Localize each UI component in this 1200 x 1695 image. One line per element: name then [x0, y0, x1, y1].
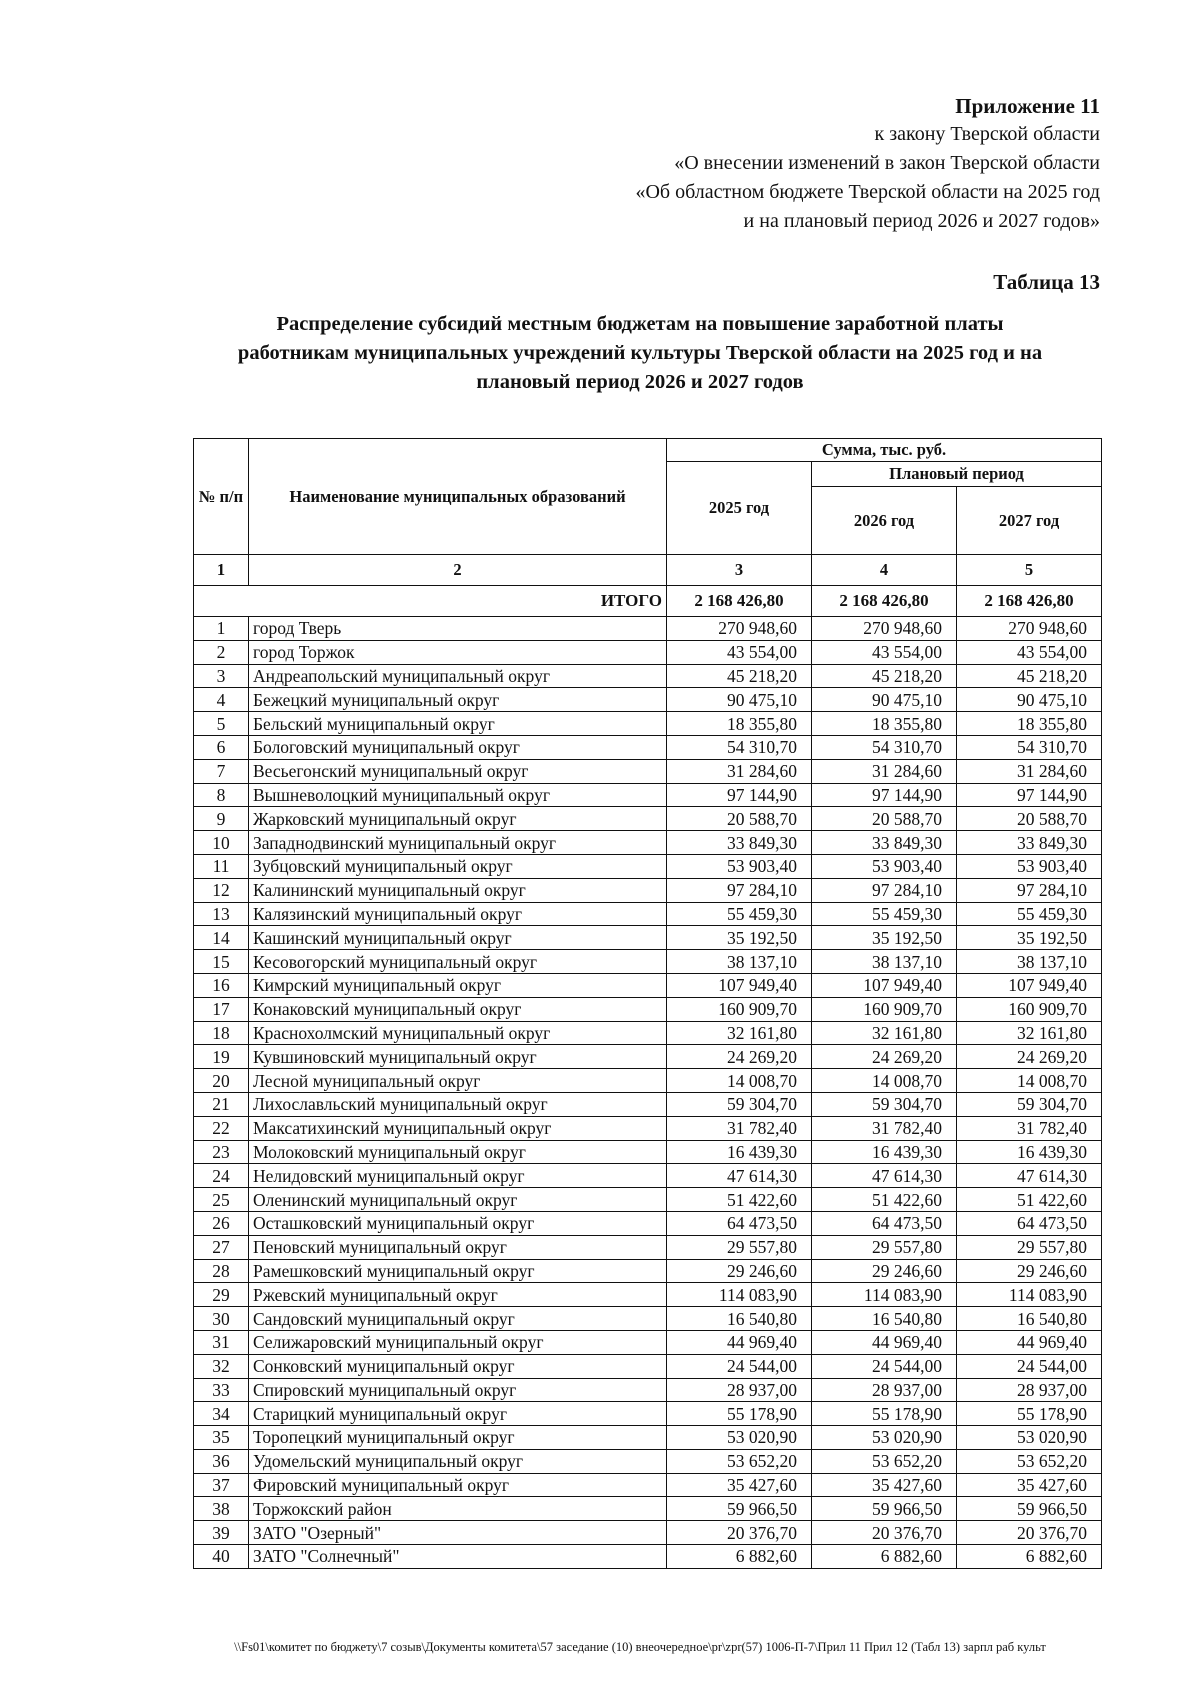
row-number: 9	[194, 807, 249, 831]
row-number: 6	[194, 735, 249, 759]
table-row	[194, 973, 1102, 997]
municipality-name: Осташковский муниципальный округ	[249, 1211, 667, 1235]
amount-2027: 97 144,90	[957, 783, 1102, 807]
title-line: плановый период 2026 и 2027 годов	[476, 371, 804, 393]
table-row	[194, 759, 1102, 783]
row-number: 37	[194, 1473, 249, 1497]
municipality-name: Сонковский муниципальный округ	[249, 1354, 667, 1378]
row-number: 33	[194, 1378, 249, 1402]
amount-2027: 114 083,90	[957, 1283, 1102, 1307]
amount-2026: 160 909,70	[812, 997, 957, 1021]
row-number: 7	[194, 759, 249, 783]
header-name: Наименование муниципальных образований	[249, 439, 667, 555]
table-row	[194, 1283, 1102, 1307]
amount-2026: 270 948,60	[812, 617, 957, 641]
table-row	[194, 640, 1102, 664]
amount-2026: 45 218,20	[812, 664, 957, 688]
table-row	[194, 831, 1102, 855]
total-row	[194, 586, 1102, 617]
row-number: 40	[194, 1545, 249, 1569]
title-line: работникам муниципальных учреждений культуры Тверской области на 2025 год и на	[237, 342, 1043, 364]
amount-2025: 53 903,40	[667, 854, 812, 878]
amount-2025: 16 540,80	[667, 1307, 812, 1331]
amount-2027: 53 652,20	[957, 1449, 1102, 1473]
amount-2025: 44 969,40	[667, 1330, 812, 1354]
column-number: 3	[667, 555, 812, 586]
row-number: 36	[194, 1449, 249, 1473]
table-row	[194, 807, 1102, 831]
amount-2026: 20 376,70	[812, 1521, 957, 1545]
municipality-name: город Торжок	[249, 640, 667, 664]
amount-2027: 55 459,30	[957, 902, 1102, 926]
appendix-title: Приложение 11	[955, 94, 1100, 118]
table-row	[194, 1021, 1102, 1045]
title-line: Распределение субсидий местным бюджетам на повышение заработной платы	[276, 313, 1004, 335]
amount-2026: 29 246,60	[812, 1259, 957, 1283]
amount-2025: 18 355,80	[667, 712, 812, 736]
amount-2025: 107 949,40	[667, 973, 812, 997]
amount-2025: 59 966,50	[667, 1497, 812, 1521]
amount-2025: 33 849,30	[667, 831, 812, 855]
column-number: 4	[812, 555, 957, 586]
row-number: 19	[194, 1045, 249, 1069]
row-number: 34	[194, 1402, 249, 1426]
row-number: 23	[194, 1140, 249, 1164]
amount-2027: 24 544,00	[957, 1354, 1102, 1378]
table-row	[194, 1402, 1102, 1426]
row-number: 39	[194, 1521, 249, 1545]
row-number: 8	[194, 783, 249, 807]
row-number: 2	[194, 640, 249, 664]
municipality-name: ЗАТО "Солнечный"	[249, 1545, 667, 1569]
municipality-name: Спировский муниципальный округ	[249, 1378, 667, 1402]
column-number: 1	[194, 555, 249, 586]
amount-2026: 32 161,80	[812, 1021, 957, 1045]
municipality-name: Бельский муниципальный округ	[249, 712, 667, 736]
row-number: 17	[194, 997, 249, 1021]
amount-2026: 43 554,00	[812, 640, 957, 664]
row-number: 30	[194, 1307, 249, 1331]
municipality-name: Жарковский муниципальный округ	[249, 807, 667, 831]
municipality-name: Конаковский муниципальный округ	[249, 997, 667, 1021]
amount-2027: 6 882,60	[957, 1545, 1102, 1569]
amount-2027: 44 969,40	[957, 1330, 1102, 1354]
row-number: 5	[194, 712, 249, 736]
amount-2025: 43 554,00	[667, 640, 812, 664]
amount-2027: 59 304,70	[957, 1092, 1102, 1116]
amount-2026: 29 557,80	[812, 1235, 957, 1259]
table-row	[194, 1426, 1102, 1450]
amount-2027: 31 782,40	[957, 1116, 1102, 1140]
municipality-name: Рамешковский муниципальный округ	[249, 1259, 667, 1283]
amount-2025: 38 137,10	[667, 950, 812, 974]
row-number: 12	[194, 878, 249, 902]
row-number: 26	[194, 1211, 249, 1235]
amount-2027: 29 246,60	[957, 1259, 1102, 1283]
table-row	[194, 1188, 1102, 1212]
amount-2025: 6 882,60	[667, 1545, 812, 1569]
table-row	[194, 735, 1102, 759]
amount-2025: 64 473,50	[667, 1211, 812, 1235]
amount-2027: 45 218,20	[957, 664, 1102, 688]
column-number: 5	[957, 555, 1102, 586]
table-row	[194, 878, 1102, 902]
amount-2025: 54 310,70	[667, 735, 812, 759]
table-row	[194, 1092, 1102, 1116]
amount-2027: 59 966,50	[957, 1497, 1102, 1521]
row-number: 32	[194, 1354, 249, 1378]
amount-2025: 55 459,30	[667, 902, 812, 926]
amount-2025: 20 376,70	[667, 1521, 812, 1545]
municipality-name: Молоковский муниципальный округ	[249, 1140, 667, 1164]
amount-2025: 55 178,90	[667, 1402, 812, 1426]
table-row	[194, 926, 1102, 950]
municipality-name: Калязинский муниципальный округ	[249, 902, 667, 926]
table-row	[194, 1259, 1102, 1283]
row-number: 24	[194, 1164, 249, 1188]
table-row	[194, 902, 1102, 926]
amount-2025: 114 083,90	[667, 1283, 812, 1307]
municipality-name: Лихославльский муниципальный округ	[249, 1092, 667, 1116]
amount-2027: 160 909,70	[957, 997, 1102, 1021]
amount-2027: 53 903,40	[957, 854, 1102, 878]
row-number: 10	[194, 831, 249, 855]
amount-2026: 35 427,60	[812, 1473, 957, 1497]
row-number: 15	[194, 950, 249, 974]
amount-2026: 31 782,40	[812, 1116, 957, 1140]
municipality-name: Кувшиновский муниципальный округ	[249, 1045, 667, 1069]
table-row	[194, 617, 1102, 641]
table-row	[194, 950, 1102, 974]
table-row	[194, 1330, 1102, 1354]
amount-2027: 43 554,00	[957, 640, 1102, 664]
amount-2026: 97 144,90	[812, 783, 957, 807]
amount-2026: 64 473,50	[812, 1211, 957, 1235]
amount-2027: 38 137,10	[957, 950, 1102, 974]
amount-2027: 35 427,60	[957, 1473, 1102, 1497]
table-row	[194, 1354, 1102, 1378]
municipality-name: Сандовский муниципальный округ	[249, 1307, 667, 1331]
row-number: 28	[194, 1259, 249, 1283]
amount-2027: 270 948,60	[957, 617, 1102, 641]
amount-2025: 47 614,30	[667, 1164, 812, 1188]
amount-2027: 32 161,80	[957, 1021, 1102, 1045]
amount-2026: 24 544,00	[812, 1354, 957, 1378]
amount-2026: 24 269,20	[812, 1045, 957, 1069]
row-number: 31	[194, 1330, 249, 1354]
municipality-name: Западнодвинский муниципальный округ	[249, 831, 667, 855]
amount-2026: 44 969,40	[812, 1330, 957, 1354]
amount-2026: 97 284,10	[812, 878, 957, 902]
municipality-name: Удомельский муниципальный округ	[249, 1449, 667, 1473]
municipality-name: Андреапольский муниципальный округ	[249, 664, 667, 688]
amount-2026: 16 439,30	[812, 1140, 957, 1164]
amount-2026: 33 849,30	[812, 831, 957, 855]
amount-2026: 53 020,90	[812, 1426, 957, 1450]
municipality-name: Оленинский муниципальный округ	[249, 1188, 667, 1212]
amount-2027: 90 475,10	[957, 688, 1102, 712]
amount-2027: 24 269,20	[957, 1045, 1102, 1069]
amount-2026: 16 540,80	[812, 1307, 957, 1331]
municipality-name: Торжокский район	[249, 1497, 667, 1521]
amount-2025: 28 937,00	[667, 1378, 812, 1402]
table-row	[194, 1449, 1102, 1473]
amount-2026: 59 966,50	[812, 1497, 957, 1521]
row-number: 35	[194, 1426, 249, 1450]
amount-2027: 33 849,30	[957, 831, 1102, 855]
table-number: Таблица 13	[993, 270, 1100, 294]
amount-2026: 47 614,30	[812, 1164, 957, 1188]
amount-2027: 20 376,70	[957, 1521, 1102, 1545]
amount-2026: 20 588,70	[812, 807, 957, 831]
amount-2026: 38 137,10	[812, 950, 957, 974]
amount-2026: 31 284,60	[812, 759, 957, 783]
amount-2025: 53 020,90	[667, 1426, 812, 1450]
amount-2025: 31 782,40	[667, 1116, 812, 1140]
amount-2027: 53 020,90	[957, 1426, 1102, 1450]
municipality-name: Торопецкий муниципальный округ	[249, 1426, 667, 1450]
table-row	[194, 854, 1102, 878]
table-row	[194, 1069, 1102, 1093]
amount-2026: 35 192,50	[812, 926, 957, 950]
header-line: «Об областном бюджете Тверской области на 2025 год	[635, 181, 1100, 203]
table-row	[194, 1378, 1102, 1402]
table-row	[194, 1307, 1102, 1331]
amount-2026: 53 652,20	[812, 1449, 957, 1473]
document-header	[635, 92, 1100, 236]
row-number: 27	[194, 1235, 249, 1259]
municipality-name: Зубцовский муниципальный округ	[249, 854, 667, 878]
amount-2026: 28 937,00	[812, 1378, 957, 1402]
municipality-name: Бежецкий муниципальный округ	[249, 688, 667, 712]
amount-2026: 51 422,60	[812, 1188, 957, 1212]
document-title	[190, 310, 1090, 397]
amount-2027: 31 284,60	[957, 759, 1102, 783]
header-2026: 2026 год	[812, 487, 957, 555]
amount-2025: 59 304,70	[667, 1092, 812, 1116]
municipality-name: Максатихинский муниципальный округ	[249, 1116, 667, 1140]
total-2026: 2 168 426,80	[812, 586, 957, 617]
amount-2026: 90 475,10	[812, 688, 957, 712]
amount-2027: 16 439,30	[957, 1140, 1102, 1164]
amount-2027: 16 540,80	[957, 1307, 1102, 1331]
amount-2025: 35 427,60	[667, 1473, 812, 1497]
row-number: 25	[194, 1188, 249, 1212]
municipality-name: Кесовогорский муниципальный округ	[249, 950, 667, 974]
amount-2026: 55 178,90	[812, 1402, 957, 1426]
amount-2027: 14 008,70	[957, 1069, 1102, 1093]
row-number: 38	[194, 1497, 249, 1521]
amount-2026: 59 304,70	[812, 1092, 957, 1116]
header-2027: 2027 год	[957, 487, 1102, 555]
table-row	[194, 997, 1102, 1021]
amount-2027: 51 422,60	[957, 1188, 1102, 1212]
amount-2027: 64 473,50	[957, 1211, 1102, 1235]
municipality-name: Селижаровский муниципальный округ	[249, 1330, 667, 1354]
amount-2027: 47 614,30	[957, 1164, 1102, 1188]
amount-2026: 114 083,90	[812, 1283, 957, 1307]
row-number: 18	[194, 1021, 249, 1045]
amount-2027: 55 178,90	[957, 1402, 1102, 1426]
row-number: 3	[194, 664, 249, 688]
row-number: 22	[194, 1116, 249, 1140]
amount-2026: 55 459,30	[812, 902, 957, 926]
amount-2026: 107 949,40	[812, 973, 957, 997]
amount-2026: 18 355,80	[812, 712, 957, 736]
amount-2027: 97 284,10	[957, 878, 1102, 902]
table-row	[194, 1497, 1102, 1521]
header-num: № п/п	[194, 439, 249, 555]
total-label: ИТОГО	[194, 586, 667, 617]
amount-2025: 32 161,80	[667, 1021, 812, 1045]
row-number: 21	[194, 1092, 249, 1116]
amount-2025: 29 246,60	[667, 1259, 812, 1283]
header-line: и на плановый период 2026 и 2027 годов»	[743, 210, 1100, 232]
municipality-name: ЗАТО "Озерный"	[249, 1521, 667, 1545]
amount-2025: 31 284,60	[667, 759, 812, 783]
header-line: к закону Тверской области	[874, 123, 1100, 145]
table-row	[194, 1045, 1102, 1069]
amount-2025: 35 192,50	[667, 926, 812, 950]
row-number: 13	[194, 902, 249, 926]
amount-2027: 54 310,70	[957, 735, 1102, 759]
column-number: 2	[249, 555, 667, 586]
amount-2025: 51 422,60	[667, 1188, 812, 1212]
header-planned-period: Плановый период	[812, 462, 1102, 487]
amount-2027: 20 588,70	[957, 807, 1102, 831]
table-row	[194, 783, 1102, 807]
total-2027: 2 168 426,80	[957, 586, 1102, 617]
municipality-name: Нелидовский муниципальный округ	[249, 1164, 667, 1188]
municipality-name: Фировский муниципальный округ	[249, 1473, 667, 1497]
amount-2027: 35 192,50	[957, 926, 1102, 950]
amount-2027: 18 355,80	[957, 712, 1102, 736]
municipality-name: Вышневолоцкий муниципальный округ	[249, 783, 667, 807]
amount-2026: 53 903,40	[812, 854, 957, 878]
amount-2026: 14 008,70	[812, 1069, 957, 1093]
amount-2027: 28 937,00	[957, 1378, 1102, 1402]
amount-2025: 45 218,20	[667, 664, 812, 688]
amount-2027: 107 949,40	[957, 973, 1102, 997]
row-number: 16	[194, 973, 249, 997]
municipality-name: Краснохолмский муниципальный округ	[249, 1021, 667, 1045]
table-row	[194, 664, 1102, 688]
amount-2025: 97 284,10	[667, 878, 812, 902]
table-row	[194, 1235, 1102, 1259]
amount-2027: 29 557,80	[957, 1235, 1102, 1259]
table-row	[194, 712, 1102, 736]
table-row	[194, 1164, 1102, 1188]
amount-2025: 14 008,70	[667, 1069, 812, 1093]
row-number: 14	[194, 926, 249, 950]
municipality-name: Ржевский муниципальный округ	[249, 1283, 667, 1307]
total-2025: 2 168 426,80	[667, 586, 812, 617]
municipality-name: Калининский муниципальный округ	[249, 878, 667, 902]
row-number: 20	[194, 1069, 249, 1093]
amount-2025: 53 652,20	[667, 1449, 812, 1473]
municipality-name: Кимрский муниципальный округ	[249, 973, 667, 997]
municipality-name: Лесной муниципальный округ	[249, 1069, 667, 1093]
table-row	[194, 1116, 1102, 1140]
amount-2026: 6 882,60	[812, 1545, 957, 1569]
amount-2025: 16 439,30	[667, 1140, 812, 1164]
amount-2026: 54 310,70	[812, 735, 957, 759]
amount-2025: 29 557,80	[667, 1235, 812, 1259]
subsidy-table	[193, 438, 1102, 1569]
amount-2025: 90 475,10	[667, 688, 812, 712]
header-line: «О внесении изменений в закон Тверской области	[674, 152, 1100, 174]
amount-2025: 160 909,70	[667, 997, 812, 1021]
table-row	[194, 688, 1102, 712]
header-2025: 2025 год	[667, 462, 812, 555]
table-row	[194, 1211, 1102, 1235]
file-path-footer: \\Fs01\комитет по бюджету\7 созыв\Документы комитета\57 заседание (10) внеочередное\pr\zpr(57) 1006-П-7\Прил 11 Прил 12 (Табл 13) зарпл раб культ	[234, 1640, 1046, 1654]
amount-2025: 270 948,60	[667, 617, 812, 641]
municipality-name: Кашинский муниципальный округ	[249, 926, 667, 950]
table-row	[194, 1140, 1102, 1164]
row-number: 1	[194, 617, 249, 641]
amount-2025: 97 144,90	[667, 783, 812, 807]
municipality-name: Бологовский муниципальный округ	[249, 735, 667, 759]
row-number: 4	[194, 688, 249, 712]
row-number: 11	[194, 854, 249, 878]
municipality-name: город Тверь	[249, 617, 667, 641]
table-row	[194, 1545, 1102, 1569]
municipality-name: Пеновский муниципальный округ	[249, 1235, 667, 1259]
municipality-name: Весьегонский муниципальный округ	[249, 759, 667, 783]
amount-2025: 20 588,70	[667, 807, 812, 831]
header-sum: Сумма, тыс. руб.	[667, 439, 1102, 462]
table-row	[194, 1473, 1102, 1497]
row-number: 29	[194, 1283, 249, 1307]
amount-2025: 24 544,00	[667, 1354, 812, 1378]
municipality-name: Старицкий муниципальный округ	[249, 1402, 667, 1426]
amount-2025: 24 269,20	[667, 1045, 812, 1069]
table-row	[194, 1521, 1102, 1545]
